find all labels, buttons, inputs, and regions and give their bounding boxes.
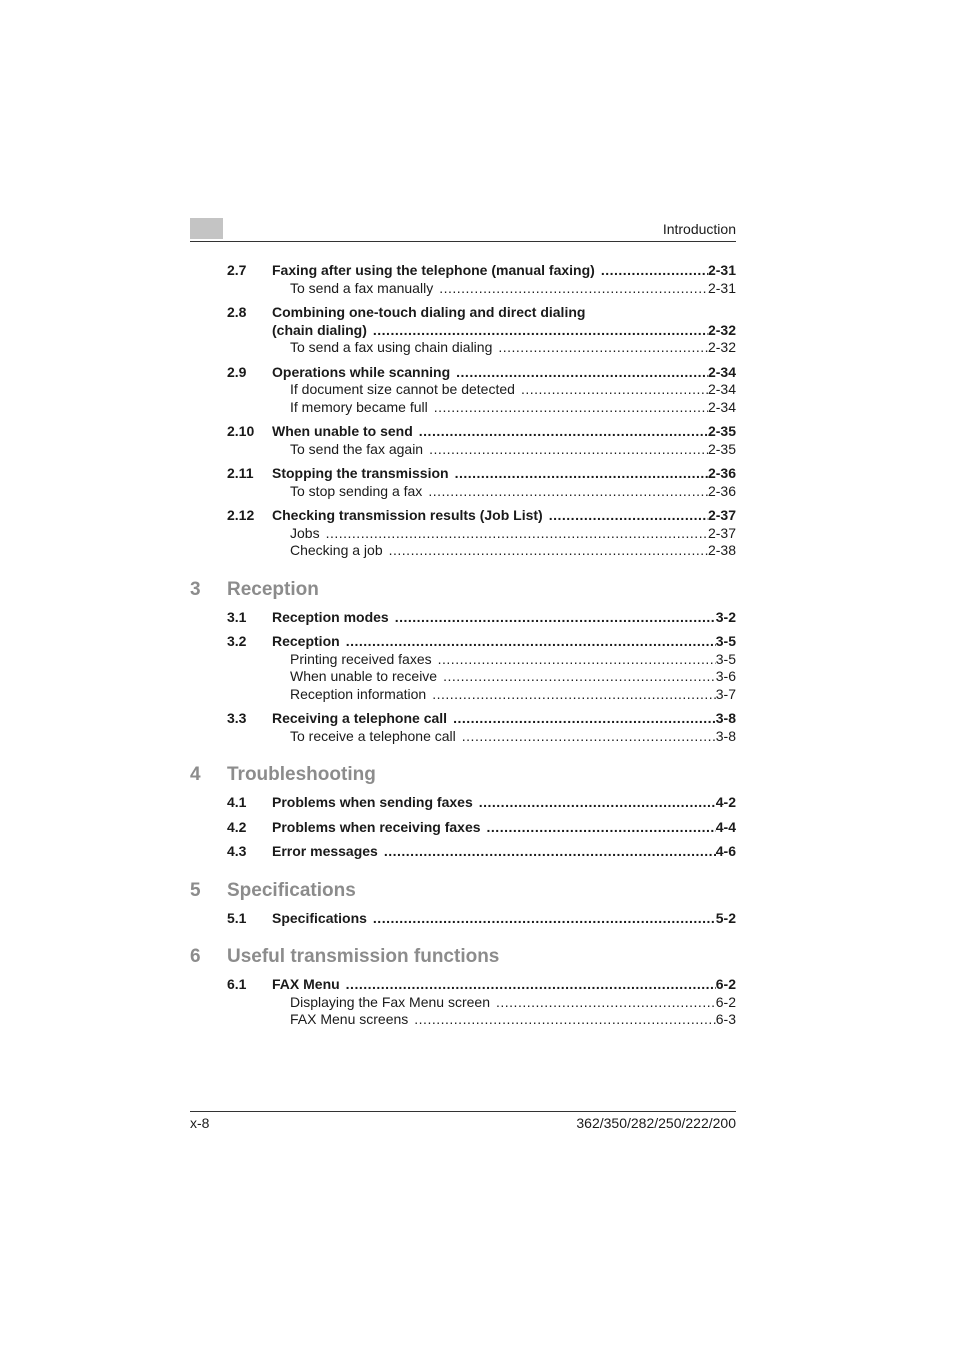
entry-body — [290, 339, 736, 357]
chapter-heading[interactable] — [190, 880, 736, 902]
dot-leader — [389, 542, 708, 560]
page-reference: 2-37 — [707, 524, 736, 541]
dot-leader — [432, 686, 716, 704]
entry-body — [290, 441, 736, 459]
subsection-title: To stop sending a fax — [290, 482, 423, 499]
page-reference: 2-32 — [707, 339, 736, 355]
section-title: Reception — [272, 633, 340, 649]
entry-body — [290, 280, 736, 298]
dot-leader — [346, 976, 716, 994]
chapter-heading[interactable] — [190, 579, 736, 601]
dot-leader — [487, 819, 716, 837]
section-title-first-line: Combining one-touch dialing and direct dialing — [272, 304, 586, 320]
page-reference: 6-3 — [715, 1011, 736, 1027]
section-number: 4.1 — [227, 794, 247, 810]
entry-body — [290, 525, 736, 543]
page-reference: 6-2 — [715, 976, 736, 992]
entry-body — [290, 668, 736, 686]
entry-body — [272, 507, 736, 525]
section-title: Specifications — [272, 909, 367, 926]
page-reference: 2-35 — [707, 423, 736, 439]
page-reference: 4-2 — [715, 794, 736, 810]
dot-leader — [439, 280, 708, 298]
section-number: 2.11 — [227, 465, 254, 481]
toc-subsection-entry[interactable] — [190, 542, 736, 560]
section-title: Problems when receiving faxes — [272, 818, 481, 835]
subsection-title: FAX Menu screens — [290, 1011, 409, 1027]
toc-subsection-entry[interactable] — [190, 686, 736, 704]
entry-body — [290, 399, 736, 417]
section-gap — [190, 357, 736, 364]
dot-leader — [498, 339, 708, 357]
section-number: 4.2 — [227, 818, 247, 835]
dot-leader — [479, 794, 716, 812]
entry-body — [272, 633, 736, 651]
section-number: 5.1 — [227, 909, 247, 926]
dot-leader — [462, 728, 716, 746]
entry-body — [290, 381, 736, 399]
page-reference: 2-35 — [707, 440, 736, 457]
toc-subsection-entry[interactable] — [190, 668, 736, 686]
section-number: 3.3 — [227, 710, 247, 726]
section-title: Operations while scanning — [272, 363, 451, 380]
chapter-number: 5 — [190, 879, 201, 901]
dot-leader — [384, 843, 716, 861]
entry-body — [272, 423, 736, 441]
footer-model-numbers: 362/350/282/250/222/200 — [576, 1115, 736, 1131]
chapter-number: 6 — [190, 946, 201, 967]
toc-section-entry[interactable] — [190, 819, 736, 837]
section-title: (chain dialing) — [272, 321, 367, 338]
toc-section-entry[interactable] — [190, 304, 736, 339]
section-number: 3.1 — [227, 608, 247, 625]
toc-subsection-entry[interactable] — [190, 441, 736, 459]
toc-subsection-entry[interactable] — [190, 381, 736, 399]
toc-section-entry[interactable] — [190, 710, 736, 728]
page-reference: 2-34 — [707, 381, 736, 397]
page-reference: 2-36 — [707, 465, 736, 481]
section-title: Stopping the transmission — [272, 465, 449, 481]
toc-section-entry[interactable] — [190, 910, 736, 928]
toc-subsection-entry[interactable] — [190, 339, 736, 357]
section-number: 2.8 — [227, 304, 247, 320]
section-title: Checking transmission results (Job List) — [272, 507, 543, 523]
subsection-title: To send a fax using chain dialing — [290, 339, 493, 355]
toc-subsection-entry[interactable] — [190, 994, 736, 1012]
toc-section-entry[interactable] — [190, 364, 736, 382]
dot-leader — [456, 364, 708, 382]
section-title: Reception modes — [272, 608, 389, 625]
dot-leader — [521, 381, 708, 399]
footer-page-number: x-8 — [190, 1115, 210, 1131]
entry-body — [290, 651, 736, 669]
section-gap — [190, 626, 736, 633]
toc-subsection-entry[interactable] — [190, 728, 736, 746]
toc-subsection-entry[interactable] — [190, 280, 736, 298]
subsection-title: If memory became full — [290, 398, 428, 415]
header-tab-marker — [190, 218, 223, 239]
dot-leader — [434, 399, 708, 417]
section-title: Faxing after using the telephone (manual faxing) — [272, 262, 595, 278]
entry-body — [290, 1011, 736, 1029]
section-title: Problems when sending faxes — [272, 794, 473, 810]
table-of-contents — [190, 262, 736, 1029]
toc-subsection-entry[interactable] — [190, 525, 736, 543]
subsection-title: Printing received faxes — [290, 650, 432, 667]
entry-body — [290, 994, 736, 1012]
section-title: Receiving a telephone call — [272, 710, 448, 726]
entry-body — [290, 542, 736, 560]
dot-leader — [326, 525, 708, 543]
chapter-title: Specifications — [227, 879, 356, 901]
entry-body — [272, 262, 736, 280]
chapter-heading[interactable] — [190, 764, 736, 786]
toc-subsection-entry[interactable] — [190, 483, 736, 501]
dot-leader — [395, 609, 716, 627]
dot-leader — [373, 910, 716, 928]
chapter-title: Useful transmission functions — [227, 946, 500, 967]
section-gap — [190, 703, 736, 710]
entry-body — [272, 465, 736, 483]
toc-section-entry[interactable] — [190, 423, 736, 441]
section-gap — [190, 458, 736, 465]
toc-section-entry[interactable] — [190, 465, 736, 483]
dot-leader — [419, 423, 708, 441]
toc-section-entry[interactable] — [190, 262, 736, 280]
toc-subsection-entry[interactable] — [190, 1011, 736, 1029]
subsection-title: Checking a job — [290, 542, 383, 558]
page-reference: 3-2 — [715, 608, 736, 625]
section-title: When unable to send — [272, 423, 413, 439]
subsection-title: If document size cannot be detected — [290, 381, 515, 397]
page-reference: 5-2 — [715, 909, 736, 926]
section-gap — [190, 812, 736, 819]
subsection-title: Reception information — [290, 685, 427, 702]
page-reference: 4-6 — [715, 843, 736, 859]
toc-section-entry[interactable] — [190, 976, 736, 994]
dot-leader — [601, 262, 708, 280]
section-gap — [190, 836, 736, 843]
entry-body — [272, 794, 736, 812]
toc-section-entry[interactable] — [190, 794, 736, 812]
subsection-title: Displaying the Fax Menu screen — [290, 993, 490, 1010]
entry-body — [272, 322, 736, 340]
section-gap — [190, 416, 736, 423]
subsection-title: To receive a telephone call — [290, 727, 456, 744]
page-reference: 2-36 — [707, 482, 736, 499]
chapter-number: 3 — [190, 578, 201, 600]
header-title: Introduction — [662, 221, 736, 237]
section-gap — [190, 297, 736, 304]
section-number: 3.2 — [227, 633, 247, 649]
dot-leader — [549, 507, 708, 525]
dot-leader — [428, 483, 708, 501]
dot-leader — [414, 1011, 715, 1029]
dot-leader — [496, 994, 716, 1012]
subsection-title: Jobs — [290, 524, 320, 541]
entry-body — [272, 819, 736, 837]
page-reference: 2-34 — [707, 398, 736, 415]
page-reference: 3-5 — [715, 633, 736, 649]
dot-leader — [443, 668, 716, 686]
chapter-heading[interactable] — [190, 946, 736, 968]
page-reference: 3-8 — [715, 710, 736, 726]
page-reference: 2-32 — [707, 321, 736, 338]
chapter-title: Troubleshooting — [227, 764, 376, 785]
toc-subsection-entry[interactable] — [190, 651, 736, 669]
page-reference: 2-38 — [707, 542, 736, 558]
page-reference: 3-8 — [715, 727, 736, 744]
toc-section-entry[interactable] — [190, 507, 736, 525]
subsection-title: When unable to receive — [290, 668, 438, 684]
dot-leader — [373, 322, 708, 340]
entry-body — [272, 910, 736, 928]
chapter-number: 4 — [190, 764, 201, 785]
section-gap — [190, 500, 736, 507]
dot-leader — [453, 710, 716, 728]
section-number: 2.7 — [227, 262, 247, 278]
toc-section-entry[interactable] — [190, 843, 736, 861]
entry-body — [290, 728, 736, 746]
entry-body — [272, 710, 736, 728]
page-reference: 6-2 — [715, 993, 736, 1010]
section-title-first-line-wrap — [272, 304, 736, 322]
dot-leader — [438, 651, 716, 669]
entry-body — [272, 976, 736, 994]
subsection-title: To send a fax manually — [290, 279, 434, 296]
page-reference: 2-31 — [707, 279, 736, 296]
dot-leader — [455, 465, 708, 483]
page-reference: 3-5 — [715, 650, 736, 667]
toc-subsection-entry[interactable] — [190, 399, 736, 417]
section-number: 6.1 — [227, 976, 247, 992]
section-number: 2.9 — [227, 363, 247, 380]
page-reference: 2-37 — [707, 507, 736, 523]
dot-leader — [346, 633, 716, 651]
header-divider — [190, 241, 736, 242]
page-reference: 3-7 — [715, 685, 736, 702]
entry-body — [272, 843, 736, 861]
page-reference: 2-31 — [707, 262, 736, 278]
section-number: 4.3 — [227, 843, 247, 859]
dot-leader — [429, 441, 708, 459]
page-reference: 4-4 — [715, 818, 736, 835]
entry-body — [290, 686, 736, 704]
page-reference: 3-6 — [715, 668, 736, 684]
entry-body — [272, 364, 736, 382]
chapter-title: Reception — [227, 578, 319, 600]
entry-body — [272, 609, 736, 627]
section-title: Error messages — [272, 843, 378, 859]
section-title: FAX Menu — [272, 976, 340, 992]
toc-section-entry[interactable] — [190, 609, 736, 627]
section-number: 2.12 — [227, 507, 255, 523]
toc-section-entry[interactable] — [190, 633, 736, 651]
entry-body — [290, 483, 736, 501]
footer-divider — [190, 1111, 736, 1112]
page-reference: 2-34 — [707, 363, 736, 380]
subsection-title: To send the fax again — [290, 440, 424, 457]
section-number: 2.10 — [227, 423, 255, 439]
